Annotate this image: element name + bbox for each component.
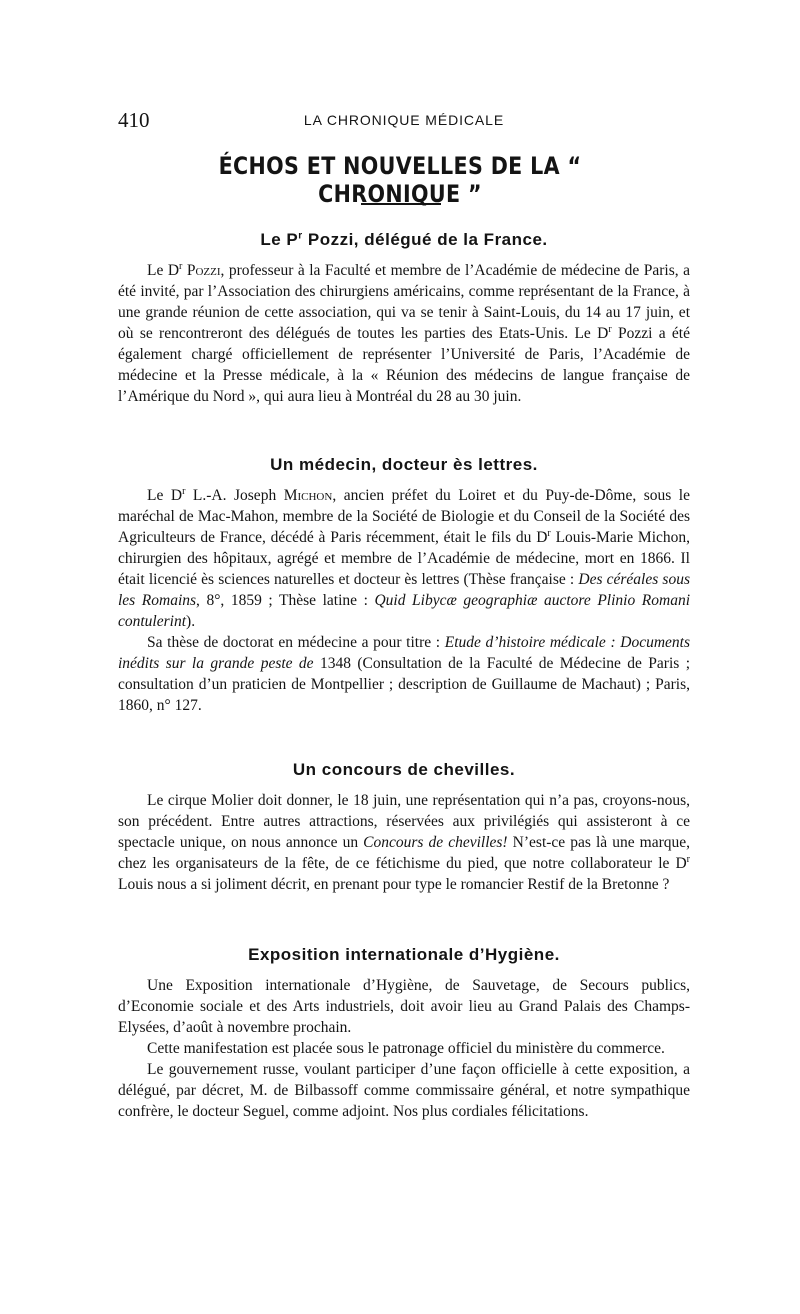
section-heading-exposition: Exposition internationale d’Hygiène. [248, 945, 560, 964]
section-heading-pozzi [118, 230, 690, 250]
heading-superscript: r [298, 230, 303, 242]
paragraph: Cette manifestation est placée sous le patronage officiel du ministère du commerce. [147, 1040, 665, 1057]
section-chevilles [118, 760, 690, 895]
paragraph: Le $D^r$ Pozzi, professeur à la Faculté et membre de l’Académie de médecine de Paris, a été invité, par l’Association des chirurgiens américains, comme représentant de la France, à une grande réunion de cette association, qui va se tenir à Saint-Louis, du 14 au 17 juin, et où se rencontreront des délégués de toutes les parties des Etats-Unis. Le $D^r$ Pozzi a été également chargé officiellement de représenter l’Université de Paris, l’Académie de médecine et la Presse médicale, à la « Réunion des médecins de langue française de l’Amérique du Nord », qui aura lieu à Montréal du 28 au 30 juin. [118, 260, 690, 405]
paragraph: Une Exposition internationale d’Hygiène, de Sauvetage, de Secours publics, d’Economie sociale et des Arts industriels, doit avoir lieu au Grand Palais des Champs-Elysées, d’août à novembre prochain. [118, 977, 690, 1036]
heading-text: Pozzi, délégué de la France. [302, 230, 548, 249]
running-title: LA CHRONIQUE MÉDICALE [303, 112, 505, 128]
page-title: ÉCHOS ET NOUVELLES DE LA “ CHRONIQUE ” [218, 152, 582, 208]
paragraph: Sa thèse de doctorat en médecine a pour titre : Etude d’histoire médicale : Documents inédits sur la grande peste de 1348 (Consultation de la Faculté de Médecine de Paris ; consultation d’un praticien de Montpellier ; description de Guillaume de Machaut) ; Paris, 1860, n° 127. [118, 634, 690, 714]
paragraph: Le $D^r$ L.-A. Joseph Michon, ancien préfet du Loiret et du Puy-de-Dôme, sous le maréchal de Mac-Mahon, membre de la Société de Biologie et du Conseil de la Société des Agriculteurs de France, décédé à Paris récemment, était le fils du $D^r$ Louis-Marie Michon, chirurgien des hôpitaux, agrégé et membre de l’Académie de médecine, mort en 1866. Il était licencié ès sciences naturelles et docteur ès lettres (Thèse française : Des céréales sous les Romains, 8°, 1859 ; Thèse latine : Quid Libycæ geographiæ auctore Plinio Romani contulerint). [118, 485, 691, 630]
section-exposition [118, 945, 690, 1122]
section-heading-chevilles: Un concours de chevilles. [292, 760, 516, 779]
running-head [118, 108, 690, 132]
section-heading-michon: Un médecin, docteur ès lettres. [270, 455, 538, 474]
page-number: 410 [118, 108, 150, 132]
section-pozzi [118, 230, 690, 407]
paragraph: Le gouvernement russe, voulant participer d’une façon officielle à cette exposition, a délégué, par décret, M. de Bilbassoff comme commissaire général, et notre sympathique confrère, le docteur Seguel, comme adjoint. Nos plus cordiales félicitations. [118, 1061, 690, 1120]
paragraph: Le cirque Molier doit donner, le 18 juin, une représentation qui n’a pas, croyons-nous, son précédent. Entre autres attractions, réservées aux privilégiés qui assisteront à ce spectacle unique, on nous annonce un Concours de chevilles! N’est-ce pas là une marque, chez les organisateurs de la fête, de ce fétichisme du pied, que notre collaborateur le $D^r$ Louis nous a si joliment décrit, en prenant pour type le romancier Restif de la Bretonne ? [118, 792, 691, 893]
title-divider [361, 203, 441, 205]
heading-text: Le P [260, 230, 299, 249]
section-michon [118, 455, 690, 716]
